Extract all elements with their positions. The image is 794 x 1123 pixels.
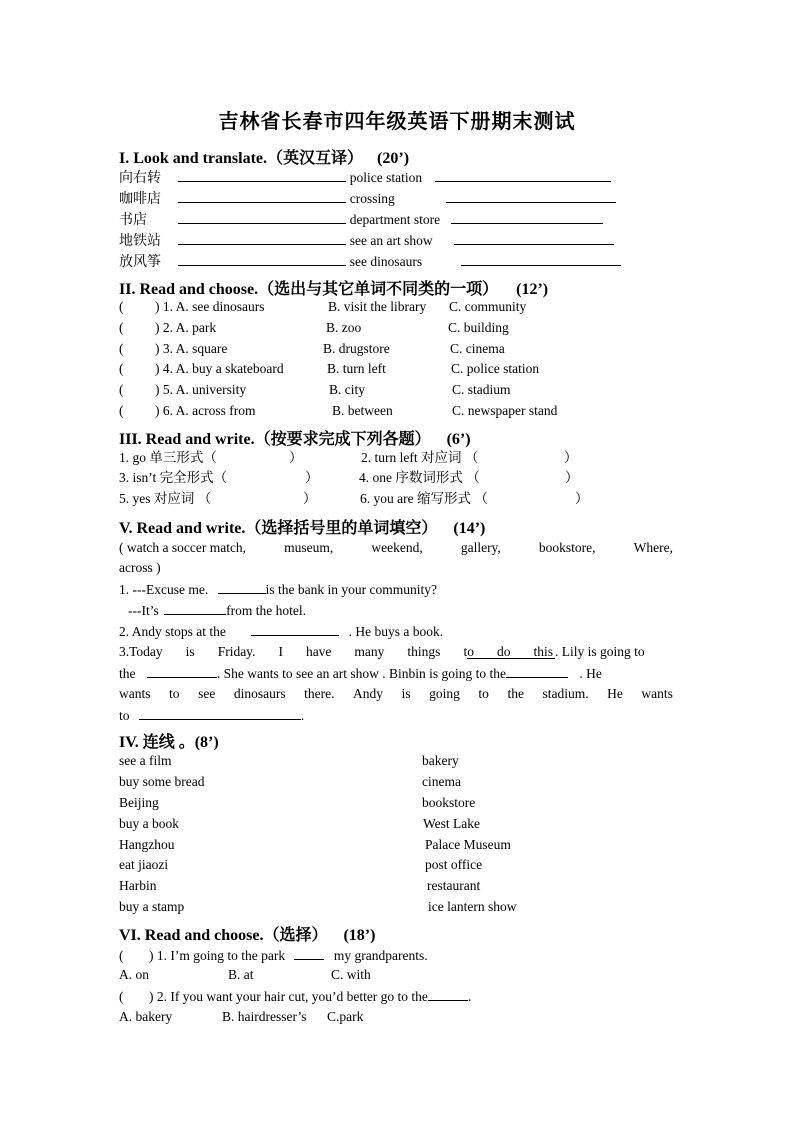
translate-row [119, 210, 603, 229]
question-3-line-2: the . She wants to see an art show . Binbin is going to the . He [119, 666, 602, 681]
question-3-line-1: 3.Today is Friday. I have many things to do this [119, 644, 553, 659]
match-right[interactable]: post office [425, 857, 483, 872]
write-item: 5. yes 对应词 （ [119, 491, 212, 506]
match-left[interactable]: Hangzhou [119, 837, 175, 852]
choice-options [119, 1008, 364, 1026]
choice-item: ( ) 2. A. park B. zoo C. building [119, 320, 509, 335]
write-row: 3. isn’t 完全形式（ ） 4. one 序数词形式 （ ） [119, 470, 579, 485]
answer-blank[interactable] [428, 987, 468, 1001]
option-b: B. turn left [327, 361, 386, 376]
section-6-title: VI. Read and choose.（选择） [119, 927, 328, 944]
option-b[interactable]: B. hairdresser’s [222, 1009, 307, 1024]
translate-en: department store [349, 212, 441, 227]
word-bank-item: ( watch a soccer match, [119, 540, 247, 555]
match-right[interactable]: ice lantern show [428, 899, 517, 914]
answer-blank[interactable] [467, 645, 555, 659]
question-3-line-4: to . [119, 708, 305, 723]
page-title: 吉林省长春市四年级英语下册期末测试 [218, 109, 576, 133]
translate-zh: 放风筝 [119, 254, 161, 270]
option-a[interactable]: A. bakery [119, 1009, 173, 1024]
section-1-heading [119, 145, 409, 168]
answer-blank[interactable] [178, 231, 346, 245]
match-right[interactable]: bookstore [422, 795, 476, 810]
match-left[interactable]: buy a stamp [119, 899, 185, 914]
write-row: 1. go 单三形式（ ） 2. turn left 对应词 （ ） [119, 450, 578, 465]
question-1-answer: ---It’s from the hotel. [128, 603, 306, 618]
translate-en: see an art show [349, 233, 433, 248]
write-item: 6. you are 缩写形式 （ [360, 491, 488, 506]
write-item: 2. turn left 对应词 （ [361, 450, 479, 465]
match-left[interactable]: Beijing [119, 795, 159, 810]
option-c: C. cinema [450, 341, 505, 356]
match-left[interactable]: see a film [119, 753, 172, 768]
option-c: C. community [449, 299, 527, 314]
section-6-heading [119, 922, 375, 945]
translate-en: police station [349, 170, 423, 185]
answer-blank[interactable] [178, 210, 346, 224]
section-2-title: II. Read and choose.（选出与其它单词不同类的一项） [119, 281, 499, 298]
option-b: B. city [329, 382, 365, 397]
match-right[interactable]: cinema [422, 774, 461, 789]
match-left[interactable]: Harbin [119, 878, 157, 893]
word-bank-item: museum, [284, 540, 334, 555]
choice-item: ( ) 5. A. university B. city C. stadium [119, 382, 511, 397]
write-item: 3. isn’t 完全形式（ [119, 470, 228, 485]
answer-blank[interactable] [454, 231, 614, 245]
write-item: 1. go 单三形式（ [119, 450, 217, 465]
word-bank [119, 539, 673, 557]
answer-blank[interactable] [178, 252, 346, 266]
option-b: B. between [332, 403, 393, 418]
answer-blank[interactable] [178, 168, 346, 182]
option-a[interactable]: A. on [119, 967, 149, 982]
translate-row [119, 168, 611, 187]
translate-zh: 向右转 [119, 170, 161, 186]
option-b: B. visit the library [328, 299, 427, 314]
section-3-title: III. Read and write.（按要求完成下列各题） [119, 431, 431, 448]
section-5-heading [119, 515, 485, 538]
answer-blank[interactable] [139, 706, 301, 720]
section-2-heading [119, 276, 548, 299]
match-left[interactable]: buy a book [119, 816, 179, 831]
item-stem: ) 4. A. buy a skateboard [155, 361, 284, 376]
answer-blank[interactable] [294, 946, 324, 960]
translate-zh: 咖啡店 [119, 191, 161, 207]
word-bank-item: across ) [119, 560, 161, 575]
option-c: C. building [448, 320, 509, 335]
translate-row [119, 231, 614, 250]
choice-item: ( ) 3. A. square B. drugstore C. cinema [119, 341, 505, 356]
translate-row [119, 189, 616, 208]
answer-blank[interactable] [251, 622, 339, 636]
option-c[interactable]: C. with [331, 967, 371, 982]
exam-page: 吉林省长春市四年级英语下册期末测试 I. Look and translate.（英汉互译） (20’) 向右转 police station 咖啡店 crossing 书店 department store 地铁站 see an art show 放风筝 see dinosaurs II. Read and choose.（选出与其它单词不同类的一项） (12’) ( ) 1. A. see dinosaurs B. visit the library C. community ( ) 2. A. park B. zoo C. building ( ) 3. A. square B. drugstore C. cinema ( ) 4. A. buy a skateboard B. turn left C. police station ( ) 5. A. university B. city C. stadium ( ) 6. A. across from B. between C. newspaper stand III. Read and write.（按要求完成下列各题） (6’) 1. go 单三形式（ ） 2. turn left 对应词 （ ） 3. isn’t 完全形式（ ） 4. one 序数词形式 （ ） 5. yes 对应词 （ ） 6. you are 缩写形式 （ ） V. Read and write.（选择括号里的单词填空） (14’) ( watch a soccer match, museum, weekend, gallery, bookstore, Where, across ) 1. ---Excuse me. is the bank in your community? ---It’s from the hotel. 2. Andy stops at the . He buys a book. 3.Today is Friday. I have many things to do this . Lily is going to the . She wants to see an art show . Binbin is going to the . He wants to see dinosaurs there. Andy is going to the stadium. He wants to . IV. 连线 。(8’) see a film buy some bread Beijing buy a book Hangzhou eat jiaozi Harbin buy a stamp bakery cinema bookstore West Lake Palace Museum post office restaurant ice lantern show VI. Read and choose.（选择） (18’) ( ) 1. I’m going to the park my grandparents. A. on B. at C. with ( ) 2. If you want your hair cut, you’d better go to the . A. bakery B. hairdresser’s C.park [0, 0, 794, 1123]
answer-blank[interactable] [178, 189, 346, 203]
answer-blank[interactable] [147, 664, 217, 678]
answer-blank[interactable] [435, 168, 611, 182]
match-left[interactable]: buy some bread [119, 774, 205, 789]
section-1-title: I. Look and translate.（英汉互译） [119, 150, 364, 167]
option-c[interactable]: C.park [327, 1009, 364, 1024]
translate-zh: 书店 [119, 212, 147, 228]
option-b: B. drugstore [323, 341, 390, 356]
choice-item: ( ) 6. A. across from B. between C. newspaper stand [119, 403, 558, 418]
section-5-title: V. Read and write.（选择括号里的单词填空） [119, 520, 438, 537]
option-c: C. police station [451, 361, 540, 376]
answer-blank[interactable] [164, 601, 226, 615]
match-left[interactable]: eat jiaozi [119, 857, 169, 872]
word-bank-item: gallery, [460, 540, 501, 555]
match-right[interactable]: restaurant [427, 878, 481, 893]
translate-row [119, 252, 621, 271]
question-1: 1. ---Excuse me. is the bank in your community? [119, 582, 437, 597]
choice-question-1: ( ) 1. I’m going to the park my grandparents. [119, 948, 428, 963]
item-stem: ) 6. A. across from [155, 403, 256, 418]
word-bank-item: Where, [633, 540, 673, 555]
section-1-score: (20’) [377, 150, 410, 167]
item-stem: ) 1. A. see dinosaurs [155, 299, 265, 314]
option-c: C. stadium [452, 382, 511, 397]
answer-blank[interactable] [461, 252, 621, 266]
translate-en: see dinosaurs [349, 254, 423, 269]
match-right[interactable]: Palace Museum [425, 837, 511, 852]
item-stem: ) 5. A. university [155, 382, 247, 397]
item-stem: ) 3. A. square [155, 341, 228, 356]
translate-zh: 地铁站 [119, 233, 161, 249]
answer-blank[interactable] [446, 189, 616, 203]
choice-options [119, 966, 371, 984]
word-bank-item: weekend, [371, 540, 423, 555]
section-6-score: (18’) [343, 927, 376, 944]
match-right[interactable]: West Lake [423, 816, 481, 831]
choice-question-2: ( ) 2. If you want your hair cut, you’d better go to the . [119, 989, 472, 1004]
section-5-score: (14’) [453, 520, 486, 537]
option-b[interactable]: B. at [228, 967, 254, 982]
answer-blank[interactable] [218, 580, 266, 594]
translate-en: crossing [349, 191, 395, 206]
option-b: B. zoo [326, 320, 362, 335]
item-stem: ) 2. A. park [155, 320, 217, 335]
section-3-score: (6’) [446, 431, 471, 448]
choice-item: ( ) 1. A. see dinosaurs B. visit the library C. community [119, 299, 527, 314]
answer-blank[interactable] [506, 664, 568, 678]
word-bank-item: bookstore, [538, 540, 596, 555]
section-3-heading [119, 426, 471, 449]
section-2-score: (12’) [516, 281, 549, 298]
match-right[interactable]: bakery [422, 753, 459, 768]
question-3-line-3: wants to see dinosaurs there. Andy is going to the stadium. He wants [119, 686, 673, 701]
answer-blank[interactable] [451, 210, 603, 224]
write-item: 4. one 序数词形式 （ [359, 470, 480, 485]
write-row: 5. yes 对应词 （ ） 6. you are 缩写形式 （ ） [119, 491, 589, 506]
section-4-heading: IV. 连线 。(8’) [119, 734, 219, 751]
question-2: 2. Andy stops at the . He buys a book. [119, 624, 444, 639]
option-c: C. newspaper stand [452, 403, 558, 418]
choice-item: ( ) 4. A. buy a skateboard B. turn left C. police station [119, 361, 540, 376]
